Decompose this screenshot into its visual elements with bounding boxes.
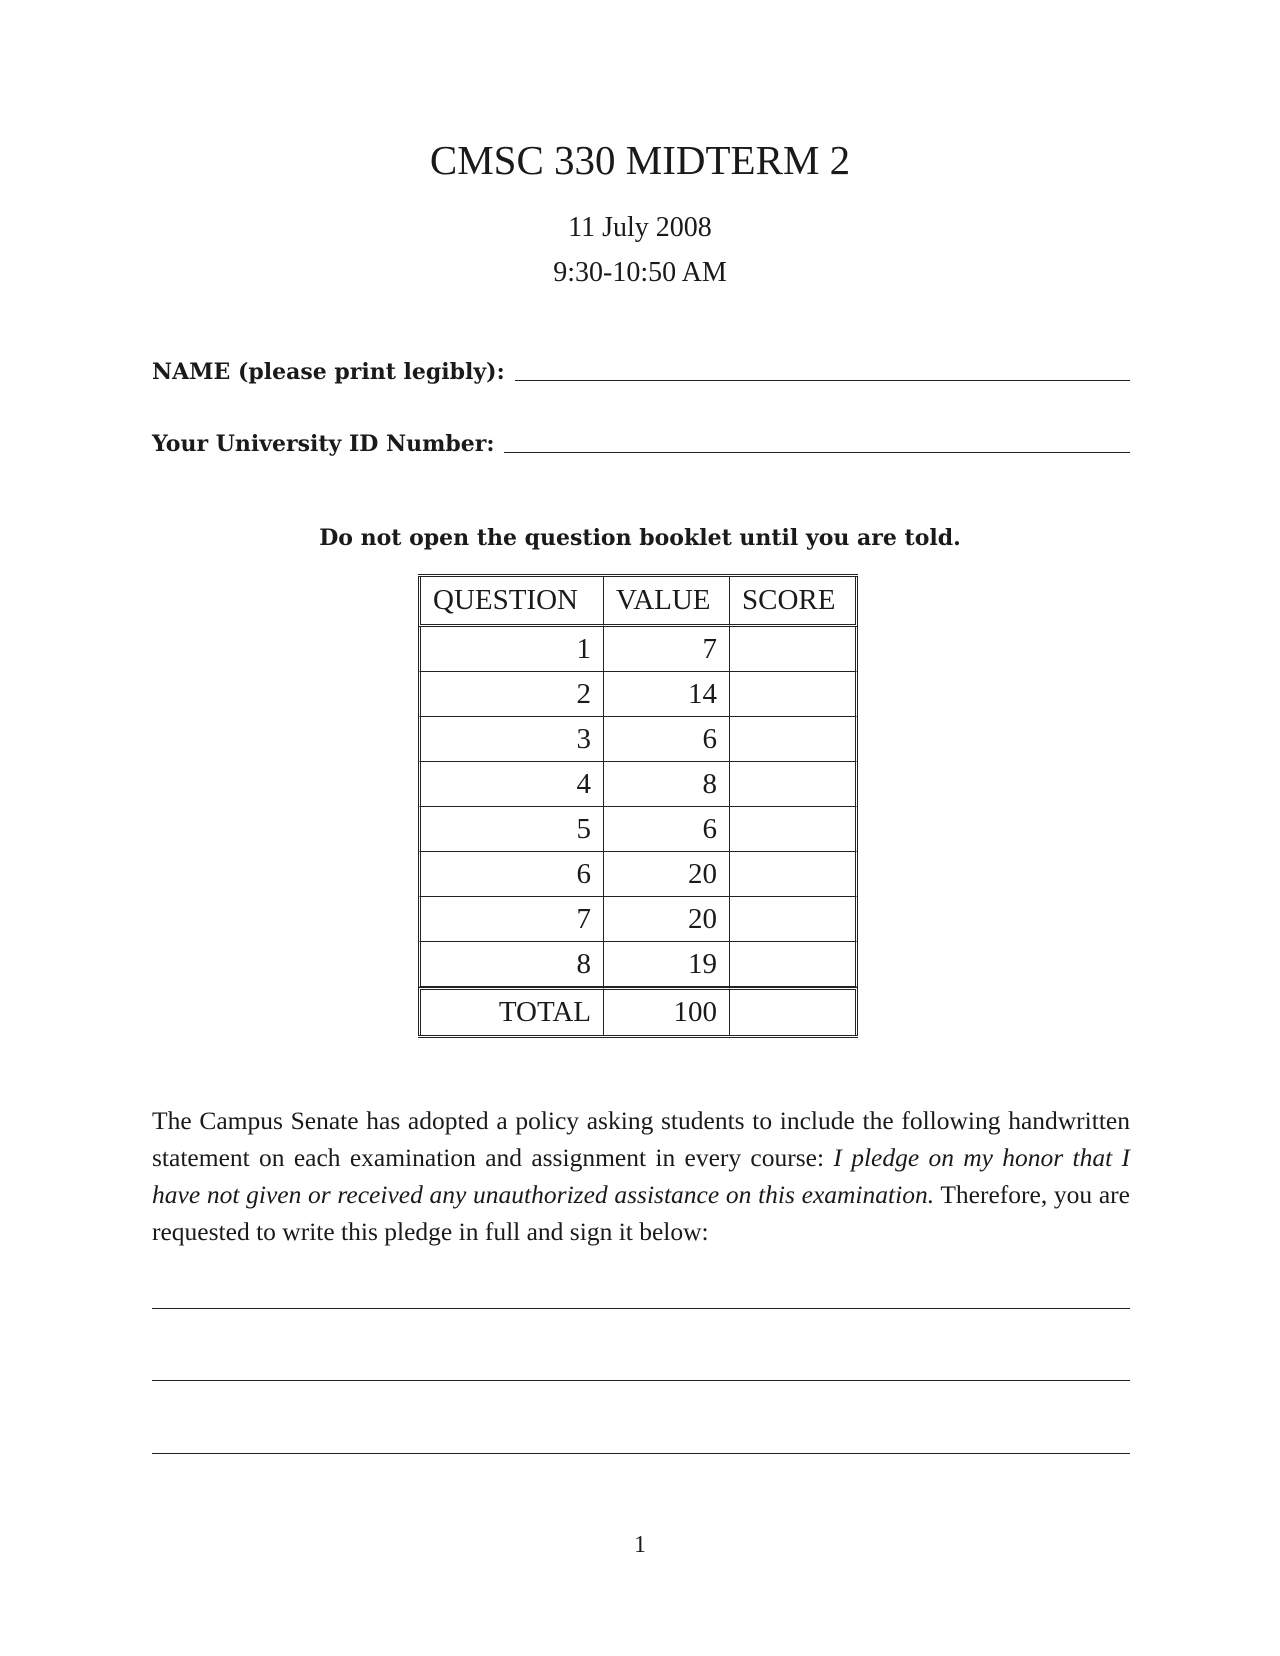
exam-time: 9:30-10:50 AM (553, 257, 727, 288)
question-number: 5 (418, 807, 604, 852)
table-row (418, 717, 858, 762)
question-number: 3 (418, 717, 604, 762)
question-value: 20 (604, 897, 730, 942)
score-cell[interactable] (730, 672, 858, 717)
score-table-header-row (418, 577, 858, 627)
table-row (418, 627, 858, 672)
honor-policy-paragraph (152, 1102, 1130, 1250)
pledge-writing-line[interactable] (152, 1380, 1130, 1381)
page-number: 1 (634, 1532, 646, 1558)
total-value: 100 (604, 987, 730, 1035)
score-cell[interactable] (730, 852, 858, 897)
table-row (418, 897, 858, 942)
question-value: 14 (604, 672, 730, 717)
total-score-cell[interactable] (730, 987, 858, 1035)
university-id-field[interactable] (152, 430, 1130, 457)
header-value: VALUE (604, 577, 730, 627)
table-row (418, 672, 858, 717)
university-id-label: Your University ID Number: (152, 431, 495, 457)
policy-intro-text: The Campus Senate has adopted a policy asking students to include the following handwritten statement on each examination and assignment in every course: (152, 1105, 1130, 1172)
score-cell[interactable] (730, 807, 858, 852)
question-number: 6 (418, 852, 604, 897)
question-value: 8 (604, 762, 730, 807)
total-row (418, 987, 858, 1035)
exam-date: 11 July 2008 (568, 212, 712, 243)
question-value: 7 (604, 627, 730, 672)
table-row (418, 762, 858, 807)
score-cell[interactable] (730, 762, 858, 807)
question-number: 2 (418, 672, 604, 717)
score-cell[interactable] (730, 627, 858, 672)
question-value: 6 (604, 717, 730, 762)
question-number: 7 (418, 897, 604, 942)
table-row (418, 807, 858, 852)
header-question: QUESTION (418, 577, 604, 627)
question-number: 4 (418, 762, 604, 807)
name-field[interactable] (152, 358, 1130, 385)
policy-closing-text: Therefore, you are requested to write this pledge in full and sign it below: (152, 1179, 1130, 1246)
question-number: 1 (418, 627, 604, 672)
question-value: 6 (604, 807, 730, 852)
question-value: 19 (604, 942, 730, 987)
score-cell[interactable] (730, 717, 858, 762)
score-table (418, 574, 858, 1038)
total-label: TOTAL (418, 987, 604, 1035)
question-value: 20 (604, 852, 730, 897)
exam-title: CMSC 330 MIDTERM 2 (429, 137, 851, 183)
name-blank-line[interactable] (515, 358, 1130, 381)
instruction-notice: Do not open the question booklet until you are told. (319, 525, 961, 551)
university-id-blank-line[interactable] (504, 430, 1130, 453)
score-cell[interactable] (730, 897, 858, 942)
table-row (418, 942, 858, 987)
header-score: SCORE (730, 577, 858, 627)
score-cell[interactable] (730, 942, 858, 987)
pledge-writing-line[interactable] (152, 1308, 1130, 1309)
table-row (418, 852, 858, 897)
pledge-writing-line[interactable] (152, 1453, 1130, 1454)
honor-pledge-text: I pledge on my honor that I have not given or received any unauthorized assistance on this examination. (152, 1142, 1131, 1209)
name-label: NAME (please print legibly): (152, 359, 505, 385)
question-number: 8 (418, 942, 604, 987)
